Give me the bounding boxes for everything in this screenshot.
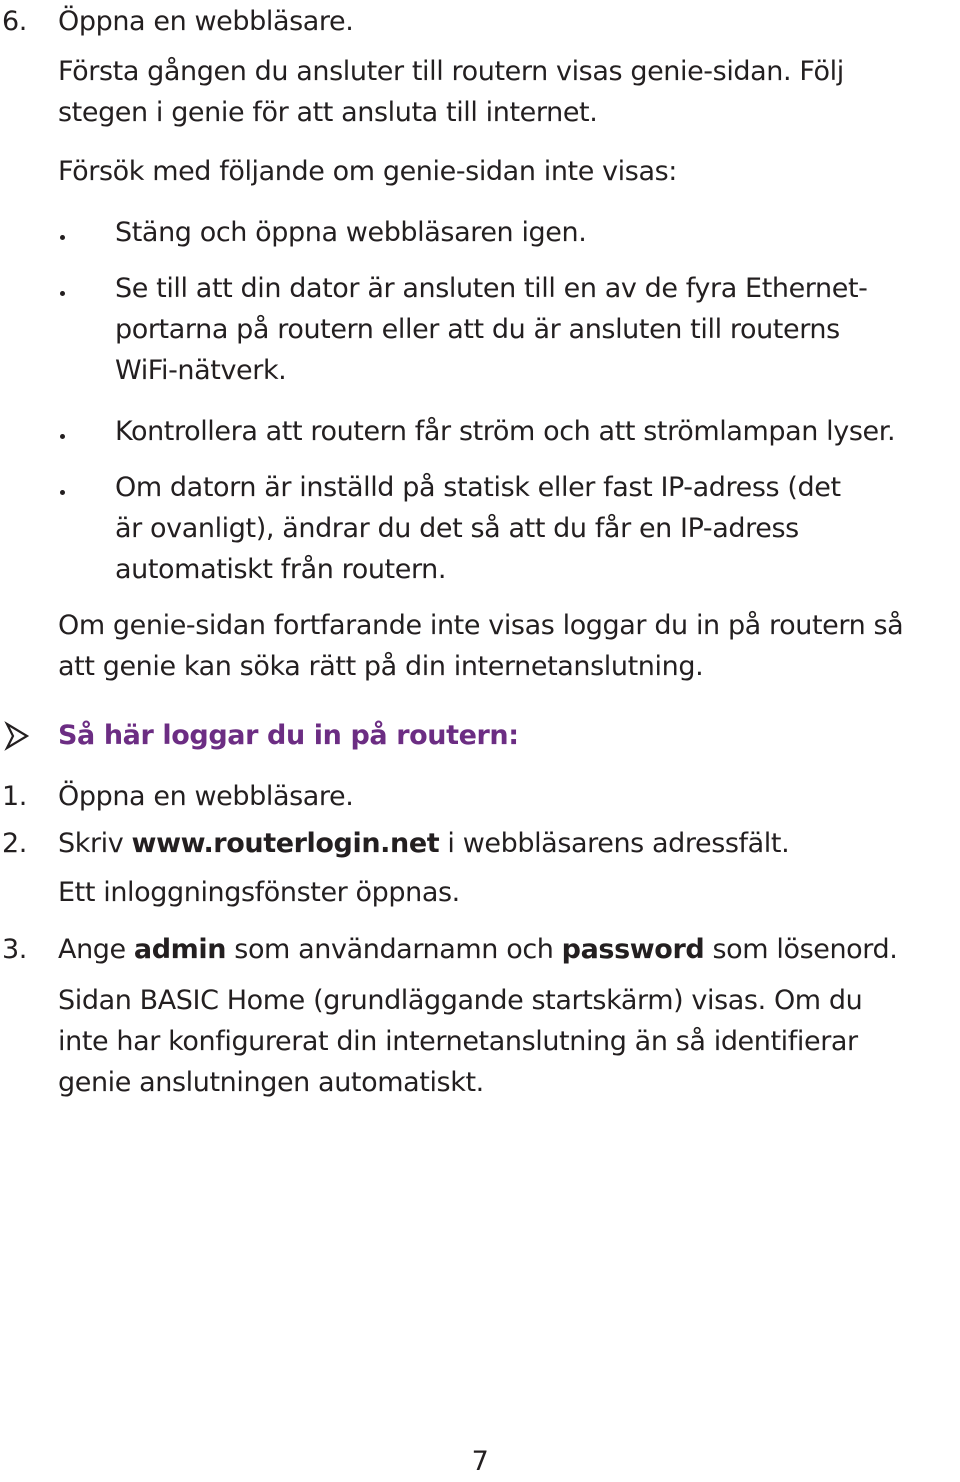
bullet-text: WiFi-nätverk. (115, 355, 287, 386)
step-note: inte har konfigurerat din internetanslutning än så identifierar (58, 1026, 858, 1057)
paragraph-line: att genie kan söka rätt på din internetanslutning. (58, 651, 704, 682)
step-text: Öppna en webbläsare. (58, 781, 354, 812)
bullet-icon (60, 490, 65, 495)
step-note: Ett inloggningsfönster öppnas. (58, 877, 460, 908)
step-text (58, 824, 789, 864)
router-url: www.routerlogin.net (131, 828, 440, 859)
bullet-text: Se till att din dator är ansluten till en av de fyra Ethernet- (115, 273, 868, 304)
paragraph-line: Försök med följande om genie-sidan inte visas: (58, 156, 677, 187)
paragraph-line: stegen i genie för att ansluta till internet. (58, 97, 598, 128)
bullet-icon (60, 291, 65, 296)
step-number: 6. (2, 6, 27, 37)
step-number: 1. (2, 781, 27, 812)
password-value: password (561, 934, 705, 965)
step-title: Öppna en webbläsare. (58, 6, 354, 37)
step-text-prefix: Ange (58, 934, 134, 965)
section-heading: Så här loggar du in på routern: (58, 720, 519, 751)
step-text-suffix: i webbläsarens adressfält. (439, 828, 790, 859)
step-note: genie anslutningen automatiskt. (58, 1067, 484, 1098)
arrow-right-outline-icon (4, 716, 30, 751)
bullet-text: Stäng och öppna webbläsaren igen. (115, 217, 587, 248)
step-number: 3. (2, 934, 27, 965)
step-text (58, 930, 897, 970)
bullet-text: Om datorn är inställd på statisk eller fast IP-adress (det (115, 472, 841, 503)
username-value: admin (133, 934, 227, 965)
paragraph-line: Om genie-sidan fortfarande inte visas loggar du in på routern så (58, 610, 904, 641)
bullet-text: portarna på routern eller att du är ansluten till routerns (115, 314, 840, 345)
bullet-icon (60, 434, 65, 439)
bullet-text: är ovanligt), ändrar du det så att du får en IP-adress (115, 513, 799, 544)
step-text-middle: som användarnamn och (226, 934, 562, 965)
bullet-text: Kontrollera att routern får ström och att strömlampan lyser. (115, 416, 896, 447)
bullet-text: automatiskt från routern. (115, 554, 447, 585)
step-number: 2. (2, 828, 27, 859)
step-text-suffix: som lösenord. (704, 934, 898, 965)
paragraph-line: Första gången du ansluter till routern visas genie-sidan. Följ (58, 56, 844, 87)
bullet-icon (60, 235, 65, 240)
page-number: 7 (471, 1446, 489, 1477)
step-text-prefix: Skriv (58, 828, 132, 859)
step-note: Sidan BASIC Home (grundläggande startskärm) visas. Om du (58, 985, 863, 1016)
